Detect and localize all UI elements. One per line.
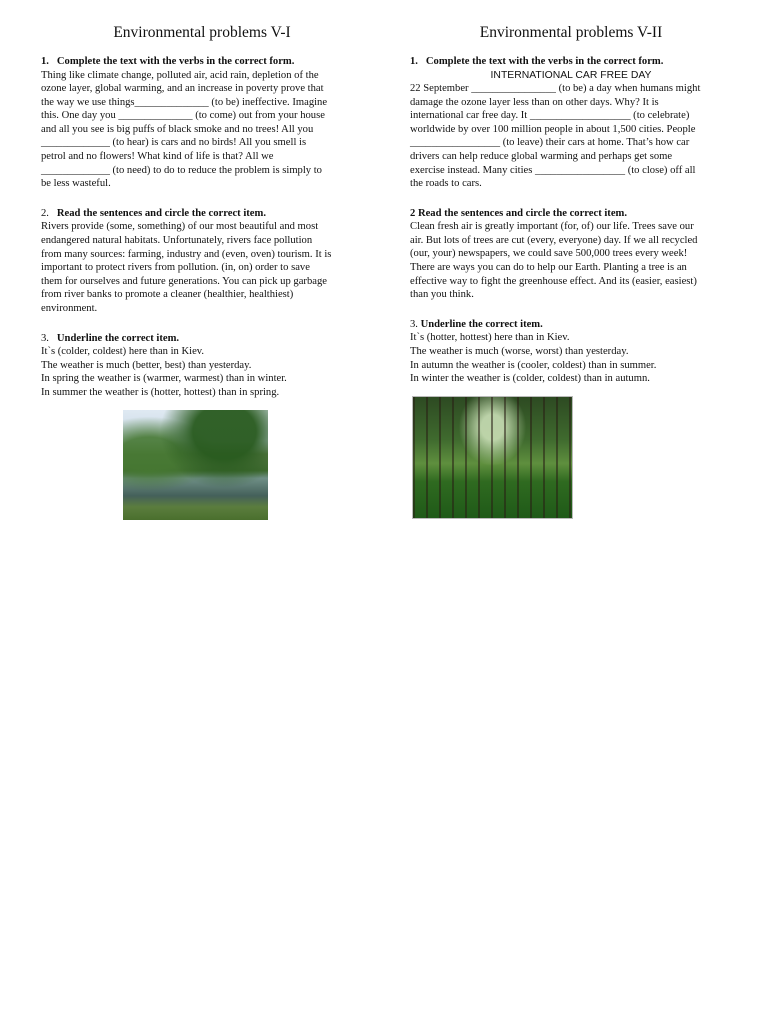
text-line: environment. [41,302,98,314]
text-line: In autumn the weather is (cooler, coldest) than in summer. [410,359,657,371]
text-line: and all you see is big puffs of black smoke and no trees! All you [41,123,314,135]
text-line: Rivers provide (some, something) of our most beautiful and most [41,221,319,233]
text-line: The weather is much (better, best) than yesterday. [41,359,252,371]
text-line: petrol and no flowers! What kind of life is that? All we [41,151,274,163]
text-line: endangered natural habitats. Unfortunately, rivers face pollution [41,234,313,246]
v1-task-2-text [41,220,363,315]
text-line: than you think. [410,289,474,301]
text-line: Clean fresh air is greatly important (for, of) our life. Trees save our [410,221,694,233]
v1-task-1-heading [41,55,363,69]
v2-task-1-number: 1. [410,56,418,67]
text-line: them for ourselves and future generations. You can pick up garbage [41,275,327,287]
v2-task-2-heading [410,207,732,221]
v2-task-1-text [410,82,732,191]
text-line: effective way to fight the greenhouse effect. And its (easier, easiest) [410,275,697,287]
variant-1-title: Environmental problems V-I [113,24,291,41]
text-line: from many sources: farming, industry and (even, oven) tourism. It is [41,248,332,260]
v1-task-3-heading [41,332,363,346]
river-photo [123,410,268,520]
text-line: Thing like climate change, polluted air, acid rain, depletion of the [41,69,319,81]
v2-task-1 [410,55,732,191]
text-line: In spring the weather is (warmer, warmest) than in winter. [41,373,287,385]
text-line: be less wasteful. [41,178,111,190]
v1-task-3-text [41,345,363,399]
text-line: important to protect rivers from pollution. (in, on) order to save [41,262,310,274]
v2-task-2-instruction: Read the sentences and circle the correct item. [417,207,628,219]
text-line: exercise instead. Many cities _________________ (to close) off all [410,164,696,176]
v2-task-2-text [410,220,732,302]
text-line: _____________ (to hear) is cars and no birds! All you smell is [41,137,307,149]
v1-task-2 [41,207,363,316]
v1-task-2-instruction: Read the sentences and circle the correct item. [56,207,266,219]
v1-task-2-heading [41,207,363,221]
v2-task-3-instruction: Underline the correct item. [420,318,543,330]
variant-2-title: Environmental problems V-II [479,24,663,41]
variant-2-column [410,24,732,402]
text-line: damage the ozone layer less than on other days. Why? It is [410,96,659,108]
v1-task-1-text [41,69,363,191]
v2-task-2-number: 2 [410,207,416,219]
text-line: worldwide by over 100 million people in about 1,500 cities. People [410,123,696,135]
v1-task-3-number: 3. [41,332,49,344]
v1-task-2-number: 2. [41,207,49,219]
text-line: In winter the weather is (colder, coldest) than in autumn. [410,373,650,385]
text-line: from river banks to promote a cleaner (healthier, healthiest) [41,289,294,301]
v2-task-3-number: 3. [410,318,418,330]
text-line: In summer the weather is (hotter, hottest) than in spring. [41,386,280,398]
text-line: ozone layer, global warming, and an increase in poverty prove that [41,83,324,95]
v2-task-3-text [410,331,732,385]
v1-task-3 [41,332,363,400]
text-line: It`s (hotter, hottest) here than in Kiev. [410,332,570,344]
v1-task-1-number: 1. [41,56,49,67]
text-line: the roads to cars. [410,178,482,190]
text-line: the way we use things______________ (to be) ineffective. Imagine [41,96,328,108]
text-line: (our, your) newspapers, we could save 500,000 trees every week! [410,248,688,260]
text-line: There are ways you can do to help our Earth. Planting a tree is an [410,262,687,274]
v2-task-1-heading [410,55,732,69]
v2-task-1-instruction: Complete the text with the verbs in the correct form. [425,56,664,67]
variant-1-column [41,24,363,415]
forest-photo [412,396,573,519]
v1-task-3-instruction: Underline the correct item. [56,332,180,344]
v1-task-1 [41,55,363,191]
text-line: The weather is much (worse, worst) than yesterday. [410,345,629,357]
text-line: _________________ (to leave) their cars at home. That’s how car [410,137,690,149]
v2-text-title: INTERNATIONAL CAR FREE DAY [490,69,652,81]
v2-task-3-heading [410,318,732,332]
text-line: 22 September ________________ (to be) a day when humans might [410,83,701,94]
text-line: _____________ (to need) to do to reduce the problem is simply to [41,164,322,176]
text-line: this. One day you ______________ (to come) out from your house [41,110,325,122]
text-line: international car free day. It ___________________ (to celebrate) [410,110,690,122]
v1-task-1-instruction: Complete the text with the verbs in the correct form. [56,56,295,67]
text-line: drivers can help reduce global warming and perhaps get some [410,150,673,162]
v2-task-2 [410,207,732,302]
text-line: It`s (colder, coldest) here than in Kiev. [41,346,205,357]
text-line: air. But lots of trees are cut (every, everyone) day. If we all recycled [410,234,698,246]
v2-task-3 [410,318,732,386]
